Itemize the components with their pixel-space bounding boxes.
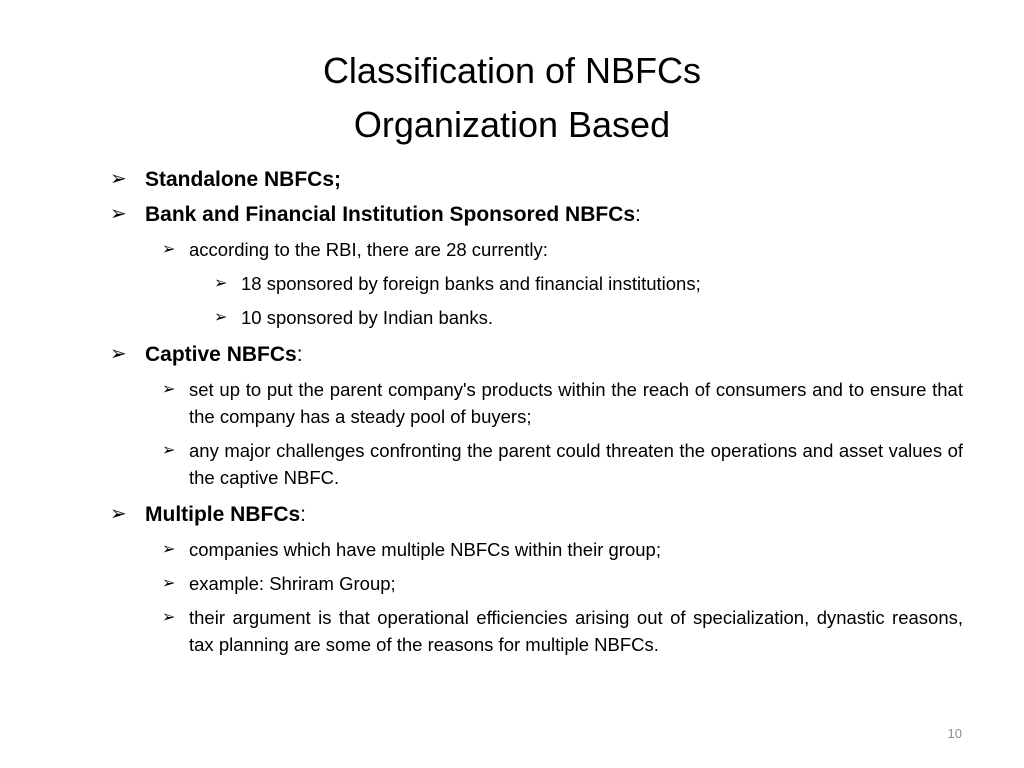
bullet-label: Captive NBFCs — [145, 343, 297, 366]
sub-sub-bullet-text: 10 sponsored by Indian banks. — [241, 307, 493, 328]
bullet-bank-sponsored — [110, 201, 963, 228]
arrow-bullet-icon: ➢ — [110, 503, 127, 525]
sub-bullet — [162, 376, 963, 430]
sub-sub-bullet — [214, 270, 963, 297]
bullet-suffix: : — [296, 343, 303, 366]
arrow-bullet-icon: ➢ — [110, 168, 127, 190]
sub-bullet-text: set up to put the parent company's products within the reach of consumers and to ensure that the company has a steady pool of buyers; — [189, 379, 963, 427]
arrow-bullet-icon: ➢ — [162, 541, 176, 558]
bullet-multiple — [110, 501, 963, 528]
arrow-bullet-icon: ➢ — [162, 241, 176, 258]
arrow-bullet-icon: ➢ — [162, 575, 176, 592]
arrow-bullet-icon: ➢ — [110, 203, 127, 225]
bullet-suffix: : — [635, 203, 641, 226]
sub-bullet-text: according to the RBI, there are 28 currently: — [189, 239, 548, 260]
sub-bullet — [162, 570, 963, 597]
bullet-standalone — [110, 166, 963, 193]
arrow-bullet-icon: ➢ — [214, 309, 228, 326]
arrow-bullet-icon: ➢ — [214, 275, 228, 292]
arrow-bullet-icon: ➢ — [110, 343, 127, 365]
sub-sub-bullet — [214, 304, 963, 331]
slide-title — [0, 44, 1024, 152]
bullet-label: Standalone NBFCs; — [145, 168, 342, 191]
bullet-label: Bank and Financial Institution Sponsored NBFCs — [145, 203, 636, 226]
sub-bullet-text: example: Shriram Group; — [189, 573, 396, 594]
sub-bullet — [162, 604, 963, 658]
bullet-captive — [110, 341, 963, 368]
arrow-bullet-icon: ➢ — [162, 442, 176, 459]
arrow-bullet-icon: ➢ — [162, 609, 176, 626]
title-line-2: Organization Based — [353, 104, 671, 145]
bullet-label: Multiple NBFCs — [145, 503, 301, 526]
sub-bullet — [162, 437, 963, 491]
sub-bullet-text: any major challenges confronting the parent could threaten the operations and asset values of the captive NBFC. — [189, 440, 963, 488]
sub-bullet-text: companies which have multiple NBFCs within their group; — [189, 539, 661, 560]
page-number: 10 — [947, 726, 962, 741]
sub-sub-bullet-text: 18 sponsored by foreign banks and financial institutions; — [241, 273, 701, 294]
sub-bullet-text: their argument is that operational efficiencies arising out of specialization, dynastic reasons, tax planning are some of the reasons for multiple NBFCs. — [189, 607, 963, 655]
title-line-1: Classification of NBFCs — [322, 50, 702, 91]
bullet-list — [110, 166, 963, 665]
arrow-bullet-icon: ➢ — [162, 381, 176, 398]
bullet-suffix: : — [300, 503, 307, 526]
sub-bullet — [162, 536, 963, 563]
sub-bullet — [162, 236, 963, 263]
